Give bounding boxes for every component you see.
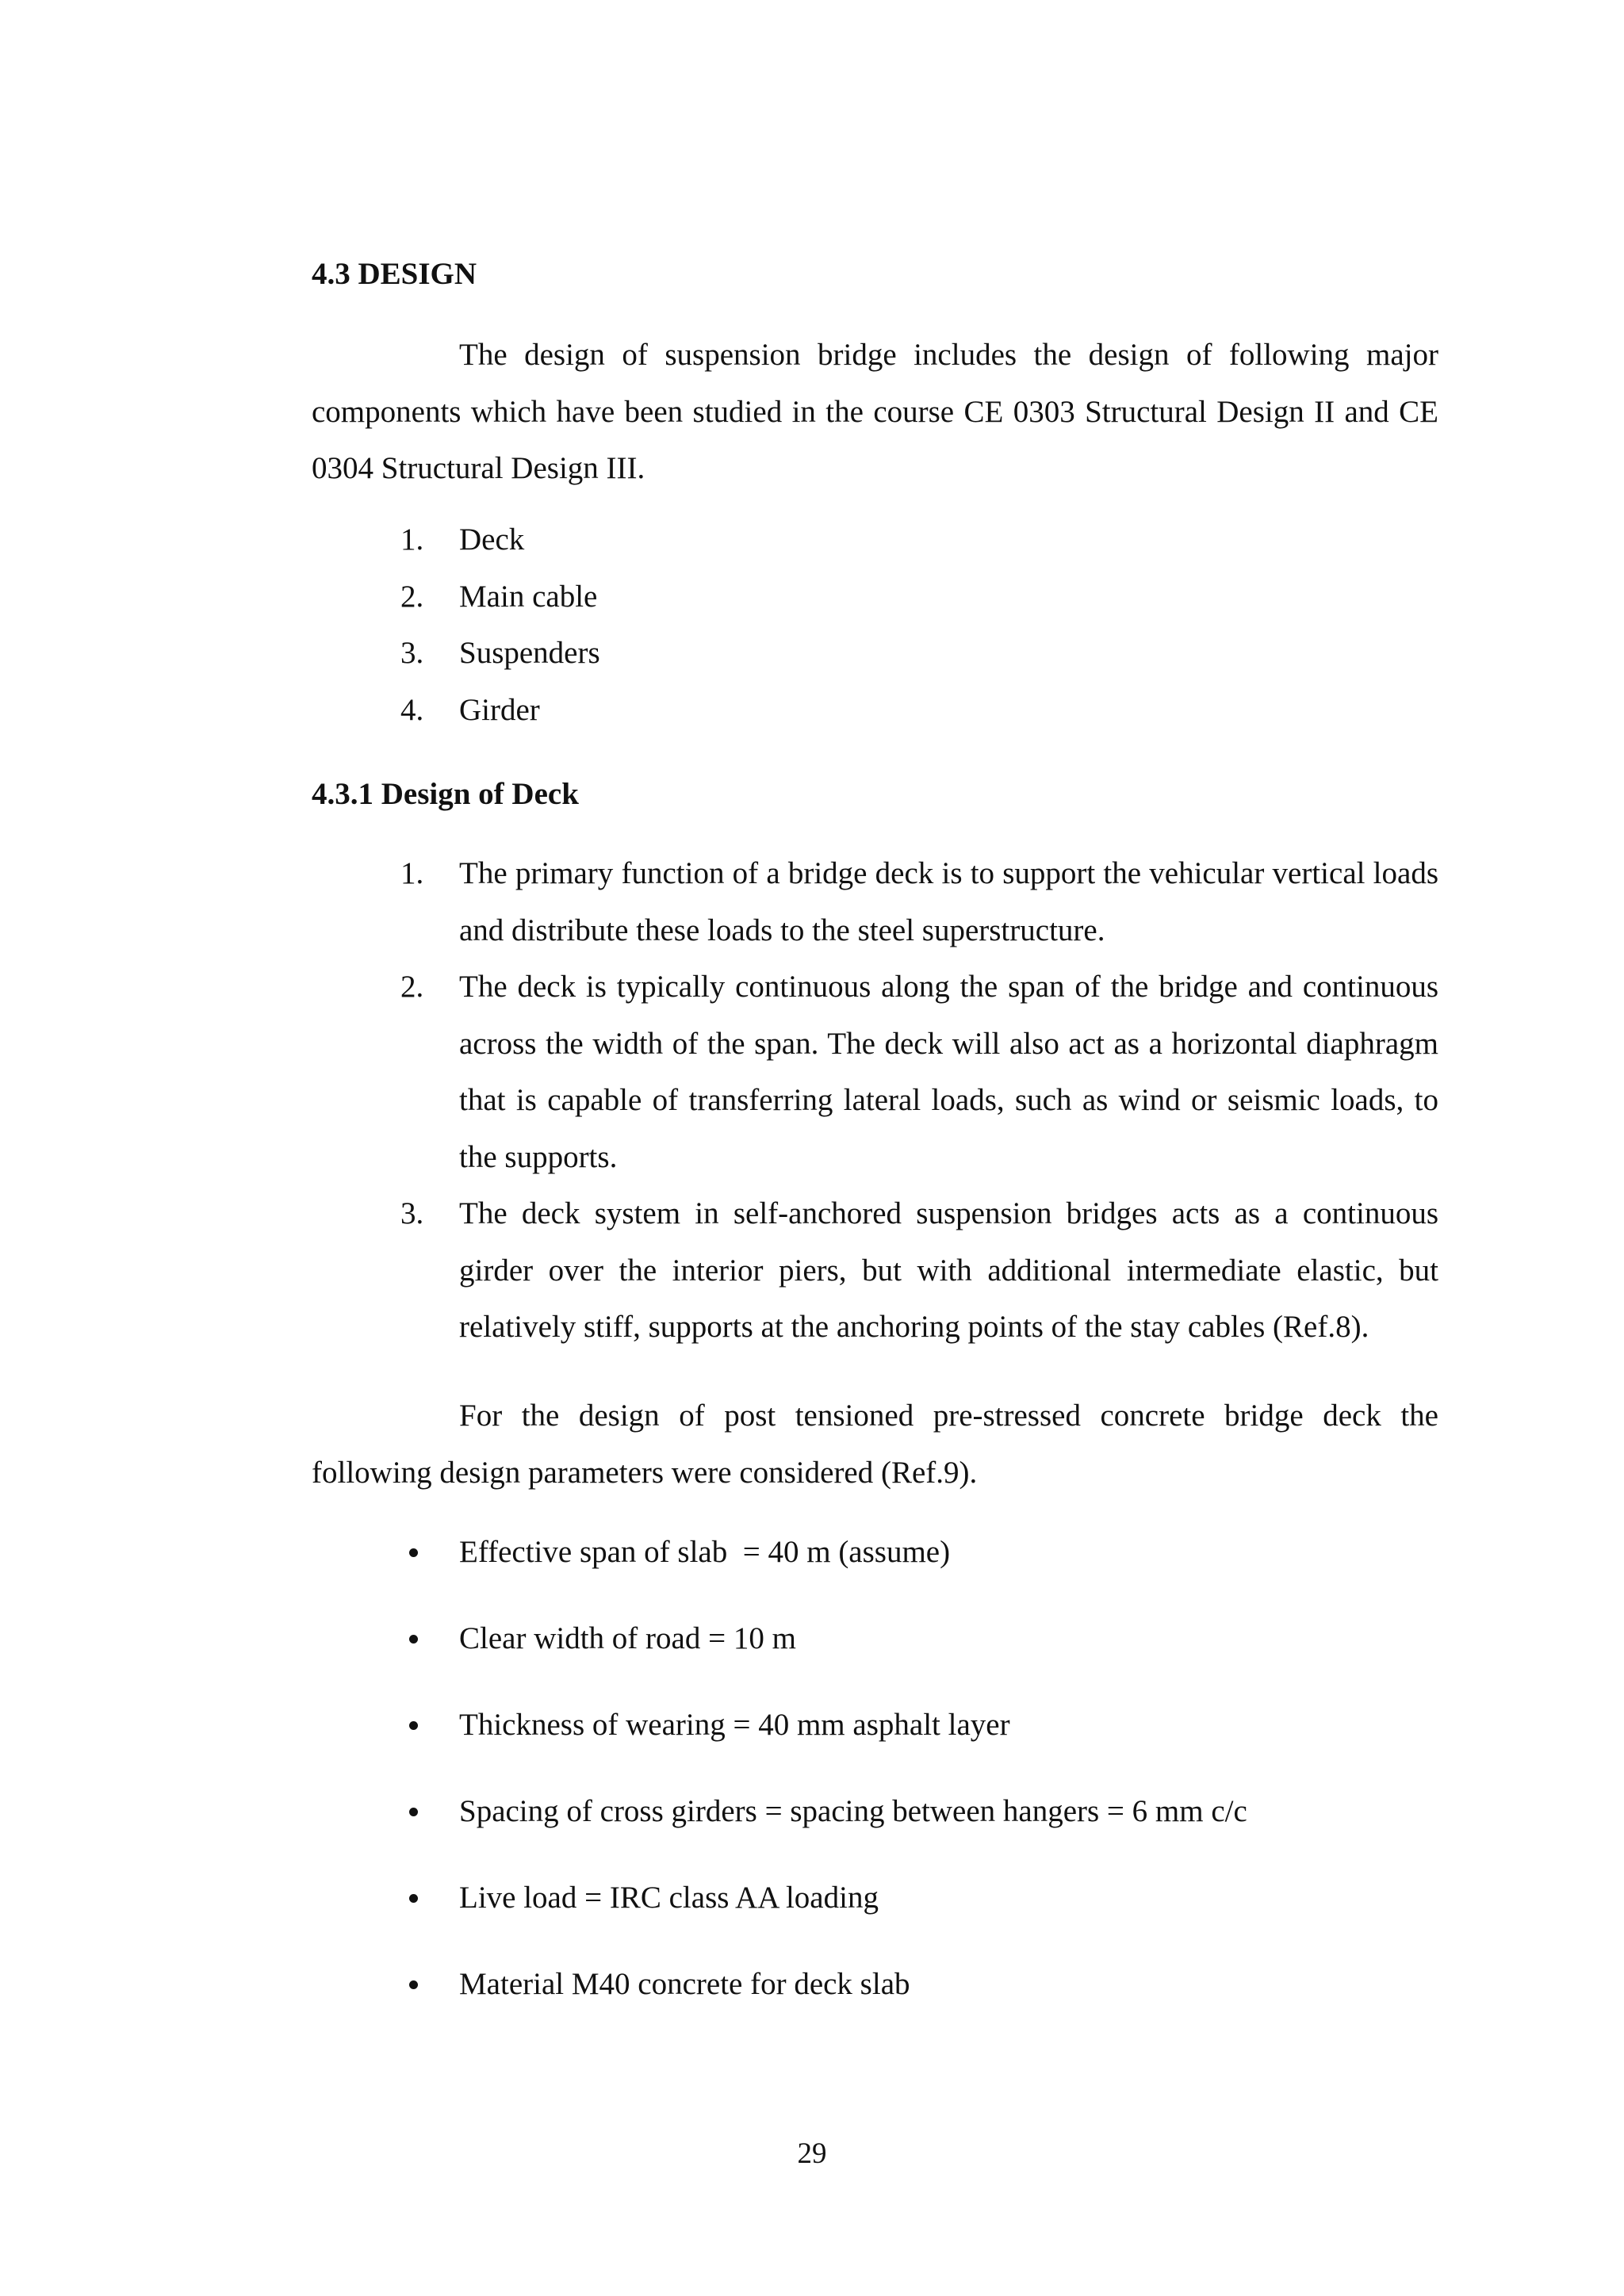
bullet-icon: [409, 1980, 418, 1989]
parameters-intro-paragraph: For the design of post tensioned pre-stressed concrete bridge deck the following design parameters were considered (Ref.9).: [312, 1399, 1438, 1490]
subsection-heading: 4.3.1 Design of Deck: [312, 777, 579, 811]
list-item-text: Live load = IRC class AA loading: [459, 1881, 879, 1915]
bullet-icon: [409, 1721, 418, 1730]
list-item-text: Spacing of cross girders = spacing between hangers = 6 mm c/c: [459, 1794, 1247, 1828]
bullet-icon: [409, 1635, 418, 1644]
list-item-text: Suspenders: [459, 636, 600, 670]
list-item: [400, 1709, 1010, 1740]
page-number: 29: [797, 2137, 827, 2170]
list-item: [400, 1882, 879, 1913]
list-item-number: 2.: [400, 579, 424, 614]
list-item-text: The primary function of a bridge deck is to support the vehicular vertical loads and distribute these loads to the steel superstructure.: [459, 856, 1438, 947]
bullet-icon: [409, 1894, 418, 1903]
list-item-text: The deck system in self-anchored suspension bridges acts as a continuous girder over the interior piers, but with additional intermediate elastic, but relatively stiff, supports at the anchoring points of the stay cables (Ref.8).: [459, 1196, 1438, 1344]
list-item: [400, 1796, 1247, 1827]
list-item-text: Material M40 concrete for deck slab: [459, 1967, 910, 2001]
list-item-text: Deck: [459, 522, 525, 557]
list-item-text: Main cable: [459, 579, 598, 614]
list-item-number: 3.: [400, 1196, 424, 1230]
list-item-number: 2.: [400, 970, 424, 1004]
list-item-text: Effective span of slab = 40 m (assume): [459, 1535, 951, 1569]
list-item-text: Clear width of road = 10 m: [459, 1621, 796, 1655]
list-item: [400, 1536, 950, 1567]
list-item-text: The deck is typically continuous along the span of the bridge and continuous across the width of the span. The deck will also act as a horizontal diaphragm that is capable of transferring lateral loads, such as wind or seismic loads, to the supports.: [459, 970, 1438, 1174]
bullet-icon: [409, 1548, 418, 1557]
parameters-list: [400, 0, 1438, 2296]
list-item-number: 1.: [400, 522, 424, 557]
list-item: [400, 1623, 796, 1654]
list-item-number: 1.: [400, 856, 424, 890]
bullet-icon: [409, 1808, 418, 1816]
list-item-number: 4.: [400, 692, 424, 727]
section-heading: 4.3 DESIGN: [312, 257, 477, 291]
list-item: [400, 1969, 910, 1999]
list-item-number: 3.: [400, 636, 424, 670]
intro-paragraph: The design of suspension bridge includes the design of following major components which have been studied in the course CE 0303 Structural Design II and CE 0304 Structural Design III.: [312, 338, 1438, 485]
list-item-text: Girder: [459, 692, 540, 727]
list-item-text: Thickness of wearing = 40 mm asphalt layer: [459, 1708, 1010, 1742]
